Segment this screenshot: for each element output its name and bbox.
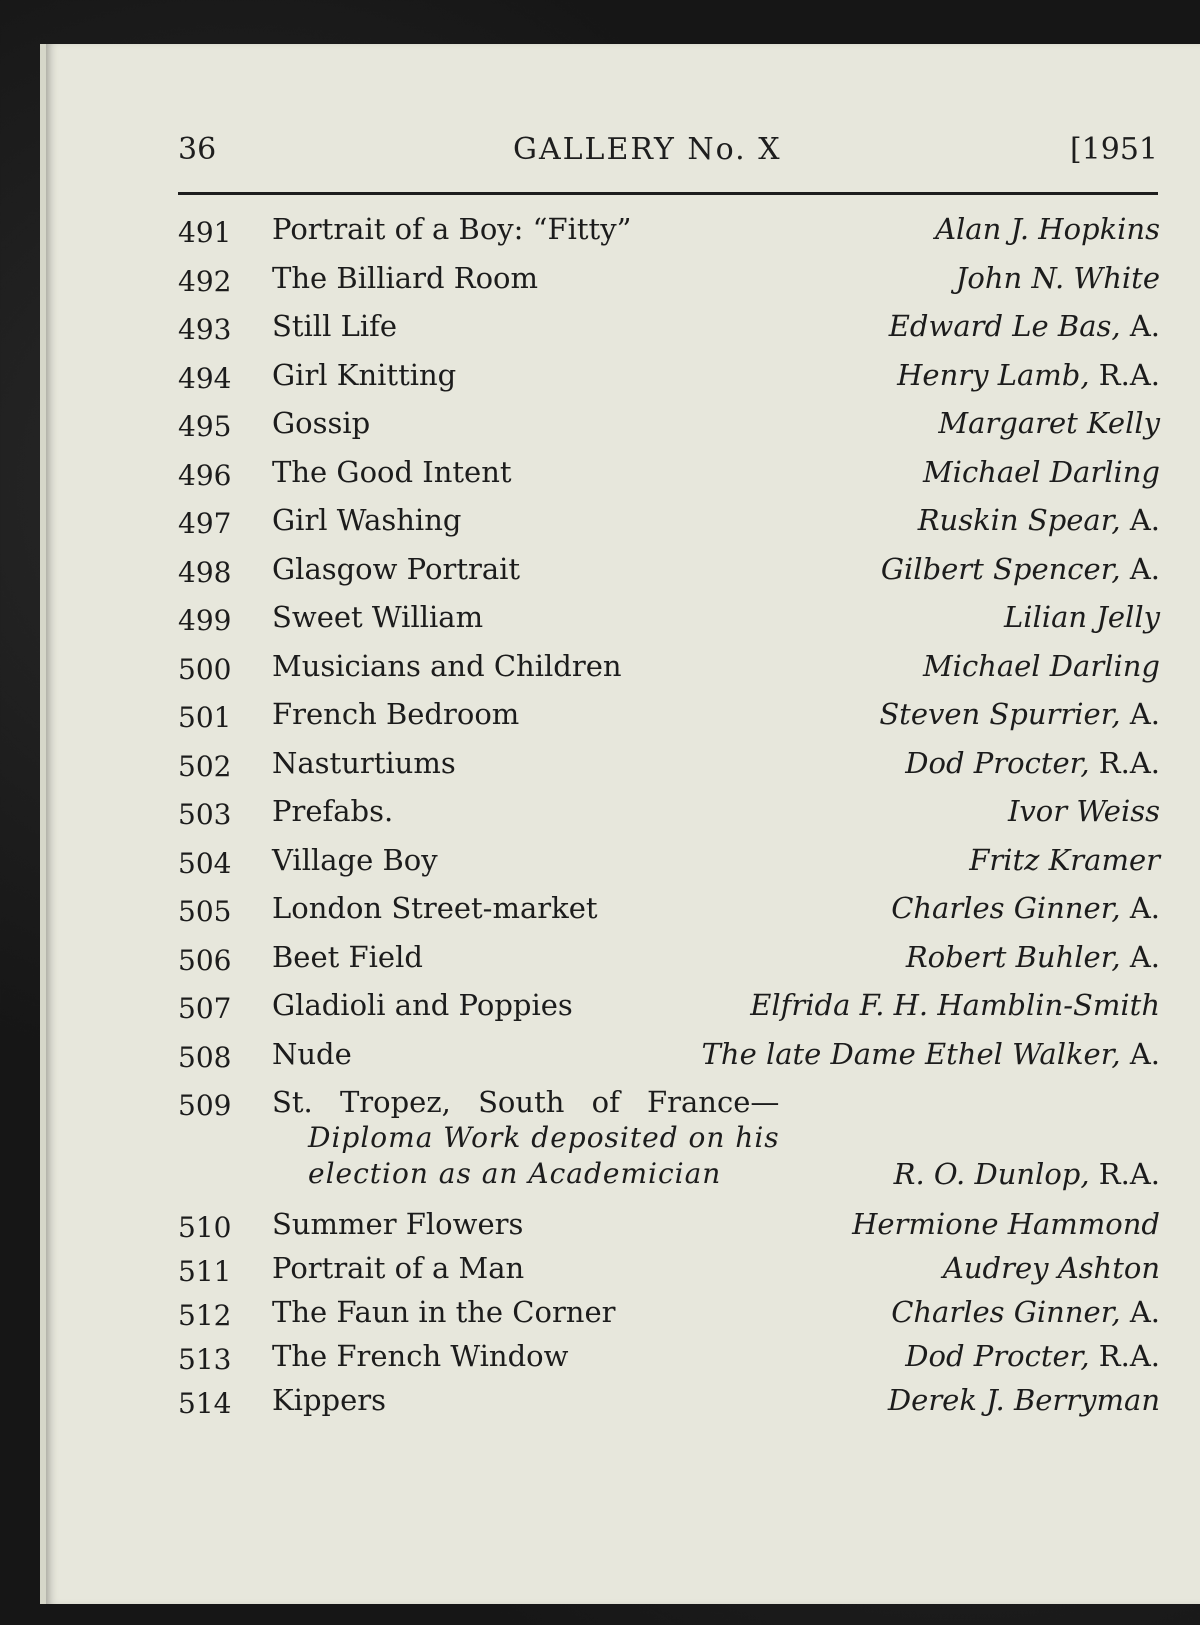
catalogue-entry: [178, 496, 1160, 545]
artist-name: Steven Spurrier,: [879, 697, 1121, 731]
artist-name: R. O. Dunlop,: [893, 1157, 1090, 1191]
catalogue-entry: [178, 545, 1160, 594]
entry-number: 492: [178, 264, 232, 298]
entry-number: 509: [178, 1089, 232, 1122]
artist-name: Michael Darling: [922, 454, 1160, 489]
artist-honour: A.: [1129, 939, 1160, 974]
entry-note-line: election as an Academician: [308, 1157, 722, 1190]
artist-honour: A.: [1129, 551, 1160, 586]
entry-artist: [961, 836, 1160, 884]
entry-number: 506: [178, 943, 232, 977]
entry-artist: [915, 642, 1160, 690]
artist-honour: A.: [1129, 891, 1160, 925]
entry-title: The French Window: [272, 1339, 569, 1373]
entry-number: 498: [178, 555, 232, 589]
entry-number: 501: [178, 701, 232, 734]
entry-artist: [694, 1030, 1160, 1078]
entry-title: French Bedroom: [272, 697, 520, 731]
artist-name: Fritz Kramer: [969, 842, 1160, 877]
catalogue-entry: [178, 351, 1160, 400]
catalogue-entry: [178, 1078, 1160, 1200]
artist-name: Gilbert Spencer,: [880, 551, 1121, 586]
catalogue-entry: [178, 1376, 1160, 1420]
entry-number: 504: [178, 846, 232, 880]
entry-title: Gladioli and Poppies: [272, 988, 573, 1022]
entry-artist: [883, 884, 1160, 932]
entry-number: 495: [178, 410, 232, 443]
entry-artist: [910, 496, 1160, 544]
entry-artist: [883, 1288, 1160, 1336]
entry-artist: [915, 448, 1160, 496]
entry-artist: [886, 1150, 1160, 1198]
entry-artist: [1000, 787, 1160, 835]
catalogue-entry: [178, 1244, 1160, 1288]
entry-title: Gossip: [272, 406, 371, 440]
entry-title: Nude: [272, 1036, 352, 1071]
entry-number: 510: [178, 1211, 232, 1244]
artist-name: Charles Ginner,: [891, 1295, 1121, 1329]
entry-number: 502: [178, 749, 232, 783]
entry-title: Still Life: [272, 309, 397, 343]
page-header: [178, 132, 1158, 186]
entry-title: Summer Flowers: [272, 1207, 524, 1241]
gallery-title: GALLERY No. X: [513, 132, 782, 167]
artist-name: John N. White: [955, 260, 1160, 295]
entry-number: 503: [178, 798, 232, 831]
entry-artist: [927, 205, 1160, 253]
entry-title: St. Tropez, South of France—: [272, 1085, 780, 1119]
entry-title: Portrait of a Boy: “Fitty”: [272, 212, 632, 246]
artist-name: Michael Darling: [922, 648, 1160, 683]
artist-honour: R.A.: [1098, 1157, 1160, 1191]
entry-artist: [935, 1244, 1160, 1292]
entry-artist: [880, 1376, 1160, 1424]
artist-name: Robert Buhler,: [905, 939, 1121, 974]
entry-artist: [873, 545, 1160, 593]
entry-number: 511: [178, 1255, 232, 1288]
catalogue-entry: [178, 399, 1160, 448]
catalogue-entry: [178, 448, 1160, 497]
artist-name: The late Dame Ethel Walker,: [701, 1036, 1121, 1071]
artist-honour: A.: [1129, 503, 1160, 537]
entry-artist: [871, 690, 1160, 738]
artist-honour: A.: [1129, 697, 1160, 731]
entry-title: Nasturtiums: [272, 745, 456, 780]
entry-artist: [898, 933, 1160, 981]
entry-title: The Good Intent: [272, 454, 512, 489]
entry-title: Village Boy: [272, 842, 438, 877]
entry-title: Kippers: [272, 1383, 386, 1417]
catalogue-entry: [178, 884, 1160, 933]
entry-number: 508: [178, 1040, 232, 1074]
artist-name: Henry Lamb,: [897, 357, 1090, 392]
catalogue-entry: [178, 1200, 1160, 1244]
entry-number: 491: [178, 216, 232, 249]
artist-name: Lilian Jelly: [1004, 600, 1160, 634]
artist-honour: R.A.: [1098, 357, 1160, 392]
entry-title: Sweet William: [272, 600, 484, 634]
catalogue-entry: [178, 787, 1160, 836]
artist-name: Charles Ginner,: [891, 891, 1121, 925]
catalogue-entry: [178, 933, 1160, 982]
entry-artist: [844, 1200, 1160, 1248]
entry-number: 513: [178, 1343, 232, 1376]
artist-name: Audrey Ashton: [942, 1251, 1160, 1285]
page-number: 36: [178, 132, 217, 167]
entry-number: 507: [178, 992, 232, 1025]
catalogue-entry: [178, 642, 1160, 691]
entry-artist: [881, 302, 1160, 350]
entry-artist: [930, 399, 1160, 447]
entry-number: 514: [178, 1387, 232, 1420]
catalogue-list: [178, 205, 1160, 1420]
entry-title: Girl Washing: [272, 503, 462, 537]
entry-title: Portrait of a Man: [272, 1251, 525, 1285]
entry-number: 505: [178, 895, 232, 928]
entry-title: Girl Knitting: [272, 357, 457, 392]
year-label: [1951: [1069, 132, 1158, 167]
catalogue-entry: [178, 836, 1160, 885]
entry-number: 500: [178, 652, 232, 686]
entry-title: Glasgow Portrait: [272, 551, 521, 586]
header-rule: [178, 192, 1158, 195]
artist-name: Dod Procter,: [905, 745, 1090, 780]
entry-number: 497: [178, 507, 232, 540]
artist-name: Hermione Hammond: [852, 1207, 1160, 1241]
catalogue-entry: [178, 205, 1160, 254]
entry-number: 512: [178, 1299, 232, 1332]
catalogue-entry: [178, 1332, 1160, 1376]
catalogue-entry: [178, 739, 1160, 788]
catalogue-entry: [178, 593, 1160, 642]
entry-title: The Faun in the Corner: [272, 1295, 616, 1329]
catalogue-entry: [178, 690, 1160, 739]
entry-title: Musicians and Children: [272, 648, 622, 683]
catalogue-entry: [178, 981, 1160, 1030]
artist-name: Alan J. Hopkins: [935, 212, 1160, 246]
catalogue-entry: [178, 302, 1160, 351]
entry-artist: [897, 1332, 1160, 1380]
catalogue-entry: [178, 254, 1160, 303]
entry-number: 496: [178, 458, 232, 492]
entry-title: Prefabs.: [272, 794, 394, 828]
artist-name: Derek J. Berryman: [887, 1383, 1160, 1417]
artist-honour: A.: [1129, 1036, 1160, 1071]
artist-honour: A.: [1129, 309, 1160, 343]
artist-name: Ruskin Spear,: [917, 503, 1121, 537]
artist-name: Elfrida F. H. Hamblin-Smith: [750, 988, 1160, 1022]
entry-number: 493: [178, 313, 232, 346]
entry-artist: [889, 351, 1160, 399]
entry-title: London Street-market: [272, 891, 598, 925]
artist-name: Dod Procter,: [905, 1339, 1090, 1373]
catalogue-entry: [178, 1288, 1160, 1332]
entry-number: 499: [178, 604, 232, 637]
artist-honour: R.A.: [1098, 1339, 1160, 1373]
entry-title: Beet Field: [272, 939, 423, 974]
entry-number: 494: [178, 361, 232, 395]
entry-artist: [742, 981, 1160, 1029]
artist-name: Edward Le Bas,: [888, 309, 1121, 343]
artist-name: Margaret Kelly: [938, 406, 1160, 440]
artist-honour: R.A.: [1098, 745, 1160, 780]
artist-honour: A.: [1129, 1295, 1160, 1329]
entry-artist: [948, 254, 1160, 302]
artist-name: Ivor Weiss: [1007, 794, 1160, 828]
entry-artist: [897, 739, 1160, 787]
entry-title: The Billiard Room: [272, 260, 538, 295]
entry-artist: [996, 593, 1160, 641]
entry-note-line: Diploma Work deposited on his: [308, 1121, 780, 1154]
catalogue-entry: [178, 1030, 1160, 1079]
